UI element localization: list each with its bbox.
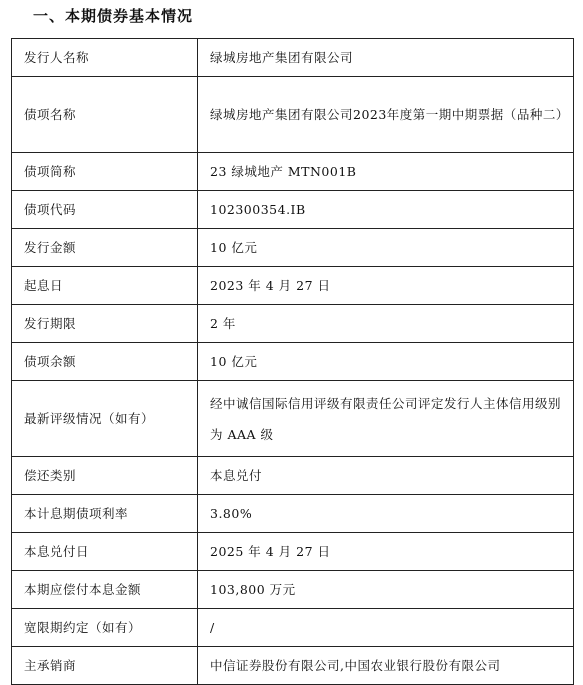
row-label: 起息日 [12, 267, 198, 305]
table-row [12, 267, 574, 305]
row-label: 债项简称 [12, 153, 198, 191]
table-row [12, 191, 574, 229]
row-label: 主承销商 [12, 647, 198, 685]
row-value: 中信证券股份有限公司,中国农业银行股份有限公司 [198, 647, 574, 685]
table-row [12, 495, 574, 533]
table-row [12, 305, 574, 343]
row-value: / [198, 609, 574, 647]
row-value: 本息兑付 [198, 457, 574, 495]
row-value: 102300354.IB [198, 191, 574, 229]
row-value: 绿城房地产集团有限公司2023年度第一期中期票据（品种二） [198, 77, 574, 153]
row-label: 发行金额 [12, 229, 198, 267]
row-label: 最新评级情况（如有） [12, 381, 198, 457]
table-row [12, 571, 574, 609]
row-value: 103,800 万元 [198, 571, 574, 609]
table-row [12, 77, 574, 153]
table-row [12, 647, 574, 685]
row-value: 绿城房地产集团有限公司 [198, 39, 574, 77]
table-row [12, 457, 574, 495]
row-label: 本期应偿付本息金额 [12, 571, 198, 609]
row-value: 3.80% [198, 495, 574, 533]
table-row [12, 609, 574, 647]
table-row [12, 153, 574, 191]
row-value: 经中诚信国际信用评级有限责任公司评定发行人主体信用级别为 AAA 级 [198, 381, 574, 457]
row-label: 发行人名称 [12, 39, 198, 77]
row-label: 债项名称 [12, 77, 198, 153]
row-value: 2 年 [198, 305, 574, 343]
row-label: 债项代码 [12, 191, 198, 229]
table-row [12, 39, 574, 77]
row-label: 本计息期债项利率 [12, 495, 198, 533]
row-value: 2025 年 4 月 27 日 [198, 533, 574, 571]
row-label: 偿还类别 [12, 457, 198, 495]
row-label: 债项余额 [12, 343, 198, 381]
row-value: 23 绿城地产 MTN001B [198, 153, 574, 191]
table-row [12, 533, 574, 571]
bond-info-table [11, 38, 574, 685]
row-value: 2023 年 4 月 27 日 [198, 267, 574, 305]
row-label: 宽限期约定（如有） [12, 609, 198, 647]
row-value: 10 亿元 [198, 343, 574, 381]
section-heading: 一、本期债券基本情况 [33, 7, 194, 25]
row-value: 10 亿元 [198, 229, 574, 267]
table-row [12, 343, 574, 381]
table-row [12, 381, 574, 457]
row-label: 本息兑付日 [12, 533, 198, 571]
row-label: 发行期限 [12, 305, 198, 343]
table-row [12, 229, 574, 267]
